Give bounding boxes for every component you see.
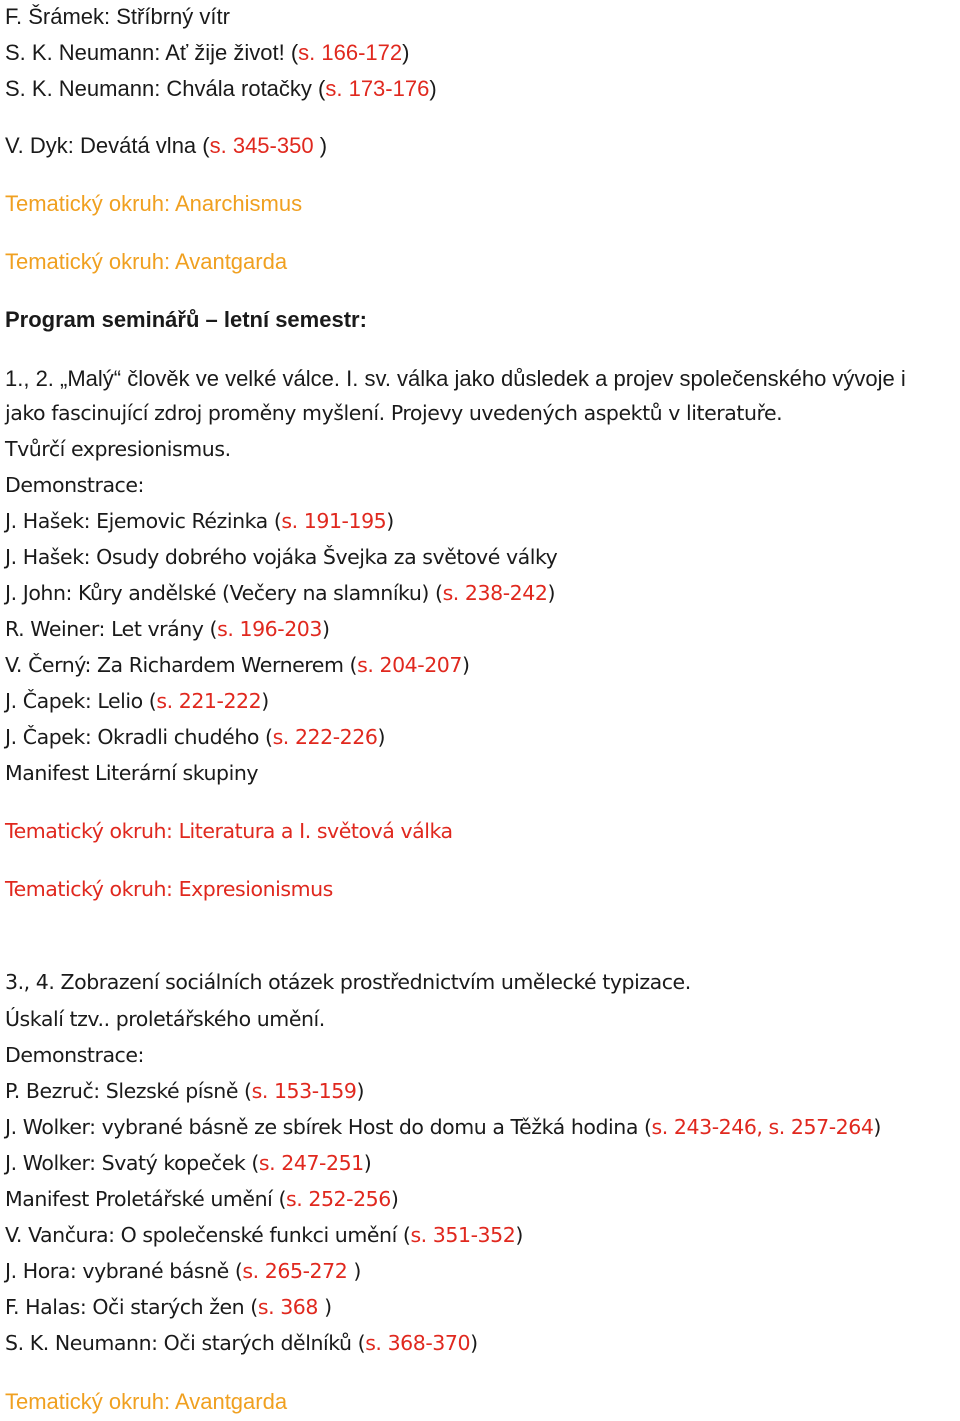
seminar-topic [5, 1009, 325, 1030]
item-text: ) [461, 653, 470, 677]
page-range: s. 166-172 [298, 40, 403, 65]
reading-item [5, 1225, 523, 1246]
reading-item [5, 1189, 398, 1210]
item-text: V. Černý: Za Richardem Wernerem ( [5, 653, 358, 677]
reading-item [5, 691, 269, 712]
thematic-area-text: Tematický okruh: Expresionismus [5, 877, 333, 901]
reading-item [5, 619, 330, 640]
item-text: ) [261, 689, 269, 713]
item-text: V. Vančura: O společenské funkci umění ( [5, 1223, 411, 1247]
section-heading-text: Program seminářů – letní semestr: [5, 307, 367, 332]
page-range: s. 153-159 [251, 1079, 357, 1103]
reading-item [5, 547, 557, 568]
thematic-area-text: Tematický okruh: Literatura a I. světová válka [5, 819, 453, 843]
page-range: s. 191-195 [281, 509, 387, 533]
page-range: s. 238-242 [442, 581, 548, 605]
item-text: J. John: Kůry andělské (Večery na slamníku) ( [5, 581, 443, 605]
reading-item [5, 763, 258, 784]
thematic-area [5, 821, 453, 842]
item-text: V. Dyk: Devátá vlna ( [5, 133, 210, 158]
thematic-area [5, 193, 302, 215]
item-text: Manifest Proletářské umění ( [5, 1187, 286, 1211]
page-range: s. 204-207 [357, 653, 462, 677]
page-range: s. 265-272 [242, 1259, 348, 1283]
item-text: ) [390, 1187, 399, 1211]
topic-text: jako fascinující zdroj proměny myšlení. Projevy uvedených aspektů v literatuře. [5, 401, 783, 425]
item-text: J. Čapek: Lelio ( [5, 689, 157, 713]
thematic-area-text: Tematický okruh: Anarchismus [5, 191, 303, 216]
page-range: s. 221-222 [156, 689, 262, 713]
seminar-topic [5, 439, 231, 460]
seminar-topic [5, 403, 782, 424]
page-range: s. 222-226 [272, 725, 378, 749]
thematic-area-text: Tematický okruh: Avantgarda [5, 1389, 288, 1414]
seminar-topic [5, 972, 691, 993]
item-text: ) [347, 1259, 361, 1283]
thematic-area [5, 1391, 287, 1413]
item-text: ) [356, 1079, 365, 1103]
item-text: S. K. Neumann: Ať žije život! ( [5, 40, 299, 65]
page-range: s. 345-350 [209, 133, 314, 158]
item-text: ) [321, 617, 330, 641]
page-range: s. 351-352 [410, 1223, 516, 1247]
item-text: J. Hora: vybrané básně ( [5, 1259, 243, 1283]
item-text: J. Wolker: Svatý kopeček ( [5, 1151, 259, 1175]
item-text: ) [377, 725, 386, 749]
page-range: s. 173-176 [325, 76, 430, 101]
reading-item [5, 1261, 361, 1282]
topic-text: 1., 2. „Malý“ člověk ve velké válce. I. sv. válka jako důsledek a projev společenského vývoje i [5, 366, 906, 391]
reading-item [5, 583, 555, 604]
demonstrace-label [5, 475, 144, 496]
reading-item [5, 42, 409, 64]
item-text: J. Hašek: Ejemovic Rézinka ( [5, 509, 282, 533]
item-text: ) [386, 509, 394, 533]
reading-item [5, 511, 394, 532]
item-text: Manifest Literární skupiny [5, 761, 259, 785]
reading-item [5, 135, 327, 157]
item-text: S. K. Neumann: Oči starých dělníků ( [5, 1331, 366, 1355]
label-text: Demonstrace: [5, 1043, 145, 1067]
page-range: s. 252-256 [286, 1187, 391, 1211]
item-text: ) [470, 1331, 478, 1355]
thematic-area [5, 251, 287, 273]
demonstrace-label [5, 1045, 144, 1066]
reading-item [5, 727, 385, 748]
thematic-area [5, 879, 333, 900]
page-range: s. 368-370 [365, 1331, 471, 1355]
reading-item [5, 1333, 478, 1354]
topic-text: Tvůrčí expresionismus. [5, 437, 231, 461]
label-text: Demonstrace: [5, 473, 145, 497]
item-text: P. Bezruč: Slezské písně ( [5, 1079, 252, 1103]
seminar-topic [5, 368, 906, 390]
topic-text: 3., 4. Zobrazení sociálních otázek prostřednictvím umělecké typizace. [5, 970, 691, 994]
reading-item [5, 1297, 332, 1318]
item-text: ) [313, 133, 328, 158]
item-text: ) [429, 76, 437, 101]
item-text: S. K. Neumann: Chvála rotačky ( [5, 76, 326, 101]
item-text: ) [363, 1151, 372, 1175]
item-text: R. Weiner: Let vrány ( [5, 617, 218, 641]
reading-item [5, 1081, 364, 1102]
item-text: F. Halas: Oči starých žen ( [5, 1295, 258, 1319]
page-range: s. 243-246, s. 257-264 [651, 1115, 874, 1139]
topic-text: Úskalí tzv.. proletářského umění. [5, 1007, 325, 1031]
page-range: s. 247-251 [258, 1151, 364, 1175]
item-text: ) [547, 581, 555, 605]
item-text: ) [873, 1115, 881, 1139]
item-text: J. Čapek: Okradli chudého ( [5, 725, 273, 749]
reading-item [5, 1153, 371, 1174]
item-text: ) [515, 1223, 523, 1247]
reading-item [5, 655, 470, 676]
reading-item [5, 1117, 881, 1138]
thematic-area-text: Tematický okruh: Avantgarda [5, 249, 288, 274]
page-range: s. 368 [257, 1295, 318, 1319]
item-text: F. Šrámek: Stříbrný vítr [5, 4, 230, 29]
reading-item [5, 6, 230, 28]
item-text: ) [318, 1295, 332, 1319]
item-text: J. Wolker: vybrané básně ze sbírek Host do domu a Těžká hodina ( [5, 1115, 652, 1139]
reading-item [5, 78, 437, 100]
section-heading [5, 309, 367, 331]
item-text: J. Hašek: Osudy dobrého vojáka Švejka za světové války [5, 545, 558, 569]
item-text: ) [402, 40, 410, 65]
page-range: s. 196-203 [217, 617, 322, 641]
